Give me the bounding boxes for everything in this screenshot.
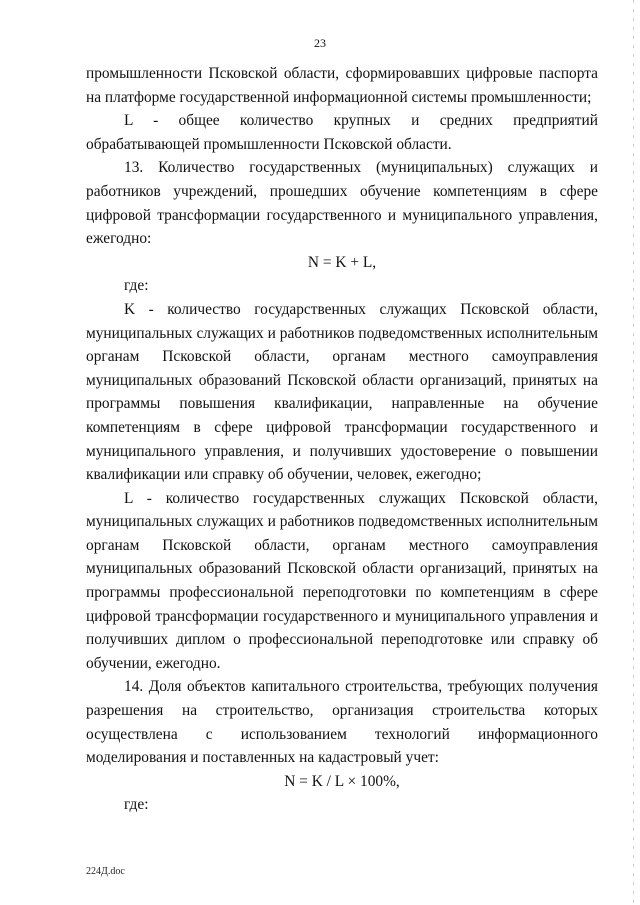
paragraph-2: L - общее количество крупных и средних предприятий обрабатывающей промышленности Псковской области. xyxy=(86,112,598,153)
paragraph-l-definition: L - количество государственных служащих Псковской области, муниципальных служащих и работников подведомственных исполнительным органам Псковской области, органам местного самоуправления муниципальных образований Псковской области организаций, принятых на программы профессиональной переподготовки по компетенциям в сфере цифровой трансформации государственного и муниципального управления и получивших диплом о профессиональной переподготовке или справку об обучении, ежегодно. xyxy=(86,489,598,672)
paragraph-14: 14. Доля объектов капитального строительства, требующих получения разрешения на строительство, организация строительства которых осуществлена с использованием технологий информационного моделирования и поставленных на кадастровый учет: xyxy=(86,678,598,767)
scan-edge xyxy=(633,0,634,905)
page-number: 23 xyxy=(314,36,326,50)
formula-2: N = K / L × 100%, xyxy=(284,772,400,790)
paragraph-3: 13. Количество государственных (муниципальных) служащих и работников учреждений, прошедших обучение компетенциям в сфере цифровой трансформации государственного и муниципального управления, ежегодно: xyxy=(86,159,598,248)
paragraph-1: промышленности Псковской области, сформировавших цифровые паспорта на платформе государственной информационной системы промышленности; xyxy=(86,65,598,106)
where-label-2: где: xyxy=(124,796,149,814)
where-label-1: где: xyxy=(124,277,149,295)
formula-1: N = K + L, xyxy=(307,253,377,271)
document-body xyxy=(86,62,598,817)
file-name-footer: 224Д.doc xyxy=(86,866,125,877)
paragraph-k-definition: K - количество государственных служащих Псковской области, муниципальных служащих и работников подведомственных исполнительным органам Псковской области, органам местного самоуправления муниципальных образований Псковской области организаций, принятых на программы повышения квалификации, направленные на обучение компетенциям в сфере цифровой трансформации государственного и муниципального управления, и получивших удостоверение о повышении квалификации или справку об обучении, человек, ежегодно; xyxy=(86,300,598,484)
